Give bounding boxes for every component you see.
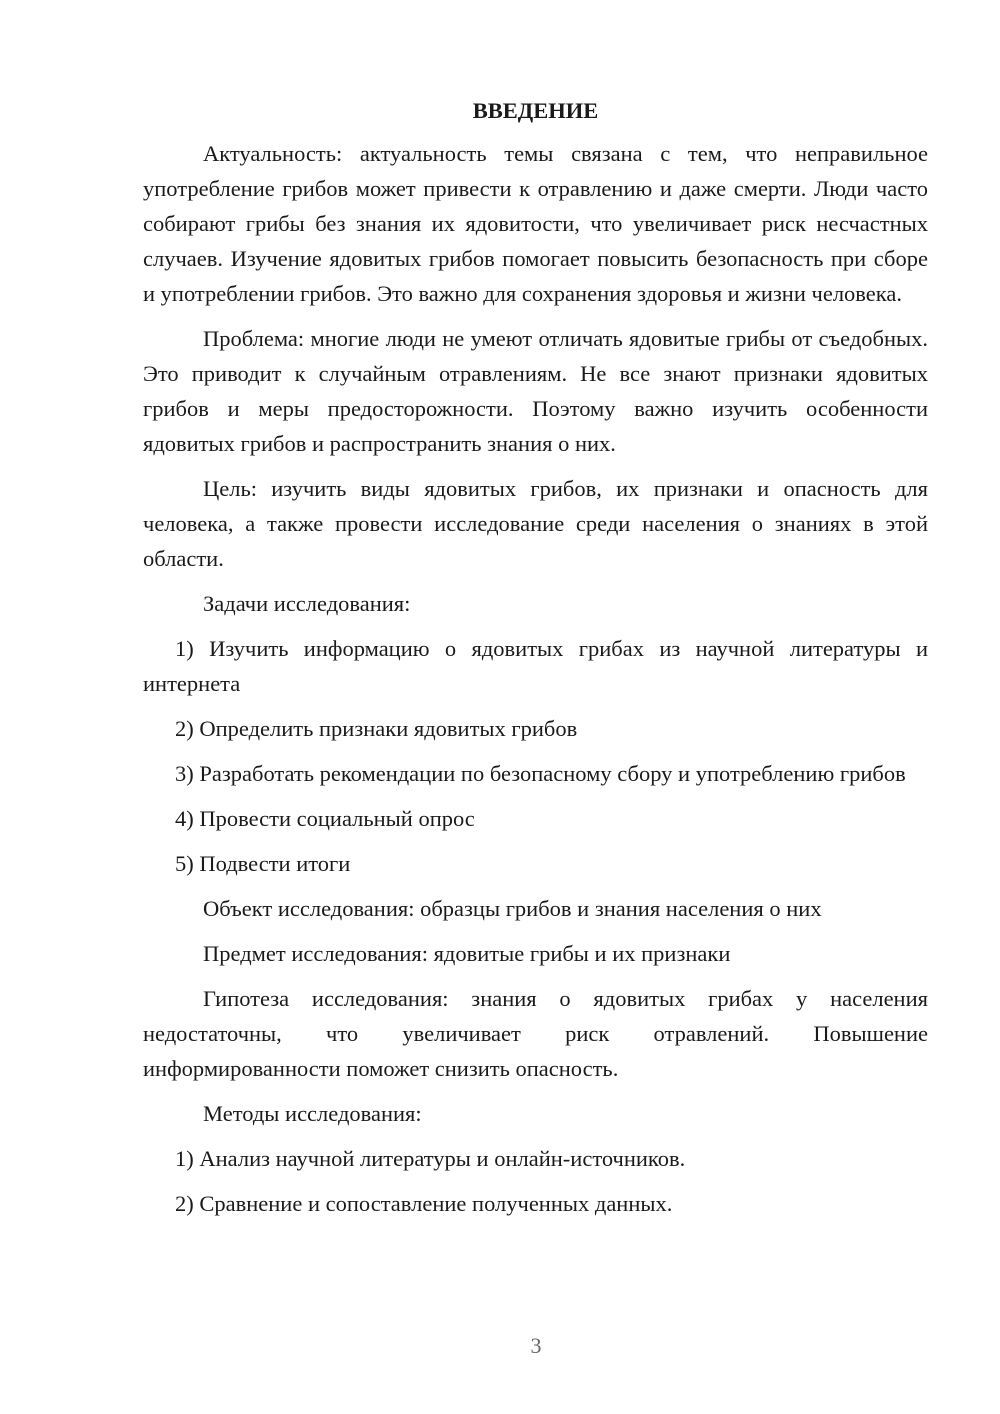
task-item: 4) Провести социальный опрос	[175, 806, 475, 831]
page-number: 3	[530, 1333, 542, 1358]
task-item: 1) Изучить информацию о ядовитых грибах из научной литературы и интернета	[143, 636, 928, 696]
document-page	[143, 96, 928, 1231]
subject-paragraph: Предмет исследования: ядовитые грибы и их признаки	[203, 941, 731, 966]
relevance-paragraph: Актуальность: актуальность темы связана с тем, что неправильное употребление грибов может привести к отравлению и даже смерти. Люди часто собирают грибы без знания их ядовитости, что увеличивает риск несчастных случаев. Изучение ядовитых грибов помогает повысить безопасность при сборе и употреблении грибов. Это важно для сохранения здоровья и жизни человека.	[143, 141, 928, 306]
tasks-heading: Задачи исследования:	[203, 591, 411, 616]
goal-paragraph: Цель: изучить виды ядовитых грибов, их признаки и опасность для человека, а также провести исследование среди населения о знаниях в этой области.	[143, 476, 928, 571]
problem-paragraph: Проблема: многие люди не умеют отличать ядовитые грибы от съедобных. Это приводит к случайным отравлениям. Не все знают признаки ядовитых грибов и меры предосторожности. Поэтому важно изучить особенности ядовитых грибов и распространить знания о них.	[143, 326, 928, 456]
task-item: 3) Разработать рекомендации по безопасному сбору и употреблению грибов	[175, 761, 906, 786]
method-item: 2) Сравнение и сопоставление полученных данных.	[175, 1191, 673, 1216]
task-item: 2) Определить признаки ядовитых грибов	[175, 716, 578, 741]
object-paragraph: Объект исследования: образцы грибов и знания населения о них	[203, 896, 822, 921]
methods-heading: Методы исследования:	[203, 1101, 422, 1126]
task-item: 5) Подвести итоги	[175, 851, 351, 876]
hypothesis-paragraph: Гипотеза исследования: знания о ядовитых грибах у населения недостаточны, что увеличивает риск отравлений. Повышение информированности поможет снизить опасность.	[143, 986, 928, 1081]
section-title: ВВЕДЕНИЕ	[472, 98, 599, 123]
method-item: 1) Анализ научной литературы и онлайн-источников.	[175, 1146, 686, 1171]
